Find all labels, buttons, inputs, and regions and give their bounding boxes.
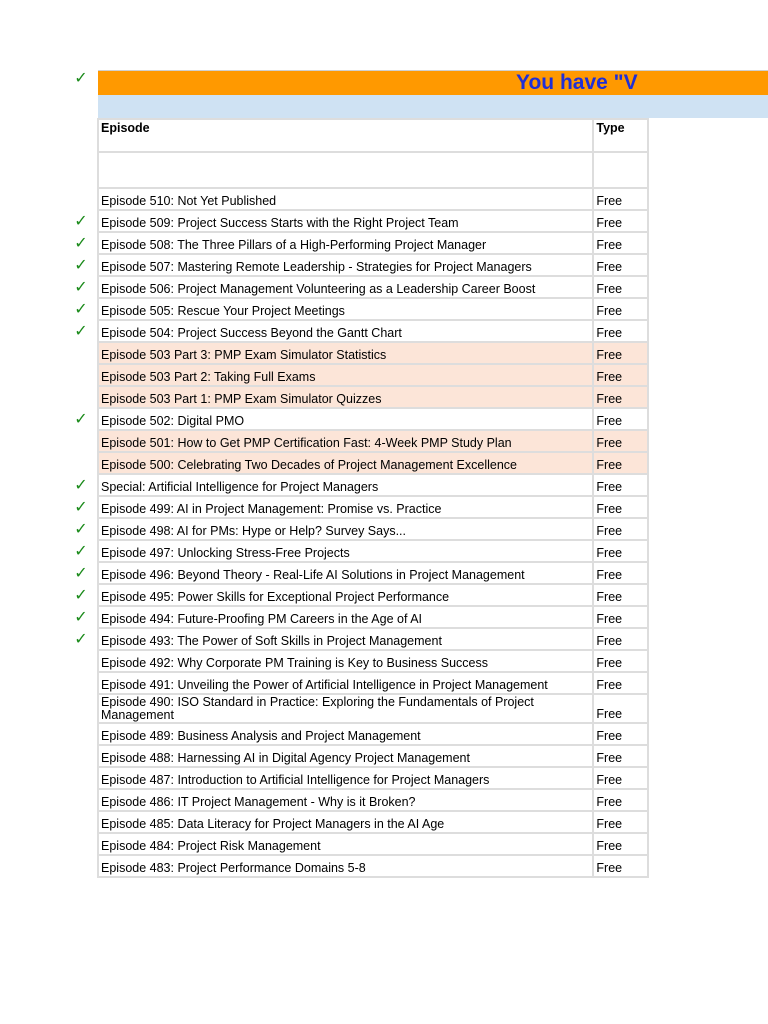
table-header-row xyxy=(98,119,648,152)
type-cell: Free xyxy=(593,276,648,298)
empty-cell xyxy=(593,152,648,188)
episode-cell: Episode 497: Unlocking Stress-Free Projects xyxy=(98,540,593,562)
type-cell: Free xyxy=(593,745,648,767)
check-column xyxy=(0,0,100,1024)
type-cell: Free xyxy=(593,232,648,254)
type-cell: Free xyxy=(593,855,648,877)
type-cell: Free xyxy=(593,811,648,833)
type-cell: Free xyxy=(593,188,648,210)
type-cell: Free xyxy=(593,833,648,855)
checkmark-icon: ✓ xyxy=(74,411,88,428)
type-cell: Free xyxy=(593,320,648,342)
table-row xyxy=(98,408,648,430)
episode-cell: Episode 495: Power Skills for Exceptional Project Performance xyxy=(98,584,593,606)
episode-column-header: Episode xyxy=(98,119,593,152)
type-cell: Free xyxy=(593,364,648,386)
type-cell: Free xyxy=(593,606,648,628)
episode-cell: Episode 505: Rescue Your Project Meetings xyxy=(98,298,593,320)
table-row xyxy=(98,650,648,672)
episode-cell: Episode 485: Data Literacy for Project Managers in the AI Age xyxy=(98,811,593,833)
checkmark-icon: ✓ xyxy=(74,301,88,318)
table-row xyxy=(98,518,648,540)
episode-cell: Episode 500: Celebrating Two Decades of Project Management Excellence xyxy=(98,452,593,474)
checkmark-icon: ✓ xyxy=(74,565,88,582)
episode-cell: Episode 483: Project Performance Domains 5-8 xyxy=(98,855,593,877)
table-row xyxy=(98,767,648,789)
checkmark-icon: ✓ xyxy=(74,235,88,252)
type-cell: Free xyxy=(593,540,648,562)
type-cell: Free xyxy=(593,694,648,723)
table-row xyxy=(98,855,648,877)
table-row xyxy=(98,789,648,811)
checkmark-icon: ✓ xyxy=(74,257,88,274)
table-row xyxy=(98,745,648,767)
type-cell: Free xyxy=(593,342,648,364)
episode-cell: Episode 492: Why Corporate PM Training is Key to Business Success xyxy=(98,650,593,672)
type-cell: Free xyxy=(593,210,648,232)
checkmark-icon: ✓ xyxy=(74,279,88,296)
table-row xyxy=(98,254,648,276)
episode-cell: Episode 501: How to Get PMP Certification Fast: 4-Week PMP Study Plan xyxy=(98,430,593,452)
table-row xyxy=(98,672,648,694)
table-row xyxy=(98,562,648,584)
checkmark-icon: ✓ xyxy=(74,609,88,626)
type-cell: Free xyxy=(593,474,648,496)
episode-cell: Episode 498: AI for PMs: Hype or Help? Survey Says... xyxy=(98,518,593,540)
episode-cell: Episode 487: Introduction to Artificial Intelligence for Project Managers xyxy=(98,767,593,789)
episode-cell: Episode 484: Project Risk Management xyxy=(98,833,593,855)
table-row xyxy=(98,298,648,320)
checkmark-icon: ✓ xyxy=(74,543,88,560)
type-cell: Free xyxy=(593,518,648,540)
type-cell: Free xyxy=(593,584,648,606)
episode-cell: Episode 503 Part 3: PMP Exam Simulator Statistics xyxy=(98,342,593,364)
episode-cell: Episode 496: Beyond Theory - Real-Life AI Solutions in Project Management xyxy=(98,562,593,584)
type-cell: Free xyxy=(593,767,648,789)
episode-cell: Episode 499: AI in Project Management: Promise vs. Practice xyxy=(98,496,593,518)
episode-cell: Episode 503 Part 2: Taking Full Exams xyxy=(98,364,593,386)
table-row xyxy=(98,811,648,833)
type-cell: Free xyxy=(593,430,648,452)
table-row xyxy=(98,188,648,210)
checkmark-icon: ✓ xyxy=(74,521,88,538)
checkmark-icon: ✓ xyxy=(74,477,88,494)
subheader-bar xyxy=(98,95,768,118)
table-row xyxy=(98,320,648,342)
table-row xyxy=(98,540,648,562)
episode-cell: Episode 489: Business Analysis and Project Management xyxy=(98,723,593,745)
type-cell: Free xyxy=(593,562,648,584)
table-row xyxy=(98,232,648,254)
banner-title: You have "V xyxy=(516,71,638,94)
table-row xyxy=(98,342,648,364)
table-row xyxy=(98,276,648,298)
table-row xyxy=(98,364,648,386)
type-cell: Free xyxy=(593,386,648,408)
episode-cell: Special: Artificial Intelligence for Project Managers xyxy=(98,474,593,496)
episode-cell: Episode 506: Project Management Volunteering as a Leadership Career Boost xyxy=(98,276,593,298)
episode-cell: Episode 502: Digital PMO xyxy=(98,408,593,430)
banner-check-icon: ✓ xyxy=(74,70,88,87)
type-cell: Free xyxy=(593,650,648,672)
checkmark-icon: ✓ xyxy=(74,213,88,230)
checkmark-icon: ✓ xyxy=(74,323,88,340)
table-row xyxy=(98,386,648,408)
empty-row xyxy=(98,152,648,188)
checkmark-icon: ✓ xyxy=(74,499,88,516)
empty-cell xyxy=(98,152,593,188)
episode-table xyxy=(97,118,649,878)
type-column-header: Type xyxy=(593,119,648,152)
table-row xyxy=(98,833,648,855)
type-cell: Free xyxy=(593,298,648,320)
type-cell: Free xyxy=(593,789,648,811)
table-row xyxy=(98,723,648,745)
table-row xyxy=(98,452,648,474)
checkmark-icon: ✓ xyxy=(74,587,88,604)
type-cell: Free xyxy=(593,496,648,518)
table-row xyxy=(98,496,648,518)
episode-cell: Episode 486: IT Project Management - Why is it Broken? xyxy=(98,789,593,811)
episode-cell: Episode 491: Unveiling the Power of Artificial Intelligence in Project Management xyxy=(98,672,593,694)
episode-cell: Episode 494: Future-Proofing PM Careers in the Age of AI xyxy=(98,606,593,628)
type-cell: Free xyxy=(593,254,648,276)
episode-cell: Episode 490: ISO Standard in Practice: Exploring the Fundamentals of Project Management xyxy=(98,694,593,723)
table-row xyxy=(98,210,648,232)
type-cell: Free xyxy=(593,723,648,745)
table-row xyxy=(98,628,648,650)
table-row xyxy=(98,584,648,606)
episode-cell: Episode 504: Project Success Beyond the Gantt Chart xyxy=(98,320,593,342)
header-banner xyxy=(98,70,768,95)
table-row xyxy=(98,606,648,628)
checkmark-icon: ✓ xyxy=(74,631,88,648)
episode-cell: Episode 493: The Power of Soft Skills in Project Management xyxy=(98,628,593,650)
episode-cell: Episode 510: Not Yet Published xyxy=(98,188,593,210)
type-cell: Free xyxy=(593,672,648,694)
episode-cell: Episode 507: Mastering Remote Leadership - Strategies for Project Managers xyxy=(98,254,593,276)
episode-cell: Episode 488: Harnessing AI in Digital Agency Project Management xyxy=(98,745,593,767)
episode-cell: Episode 503 Part 1: PMP Exam Simulator Quizzes xyxy=(98,386,593,408)
table-row xyxy=(98,474,648,496)
episode-cell: Episode 508: The Three Pillars of a High-Performing Project Manager xyxy=(98,232,593,254)
episode-cell: Episode 509: Project Success Starts with the Right Project Team xyxy=(98,210,593,232)
table-row xyxy=(98,694,648,723)
type-cell: Free xyxy=(593,452,648,474)
type-cell: Free xyxy=(593,408,648,430)
table-row xyxy=(98,430,648,452)
type-cell: Free xyxy=(593,628,648,650)
